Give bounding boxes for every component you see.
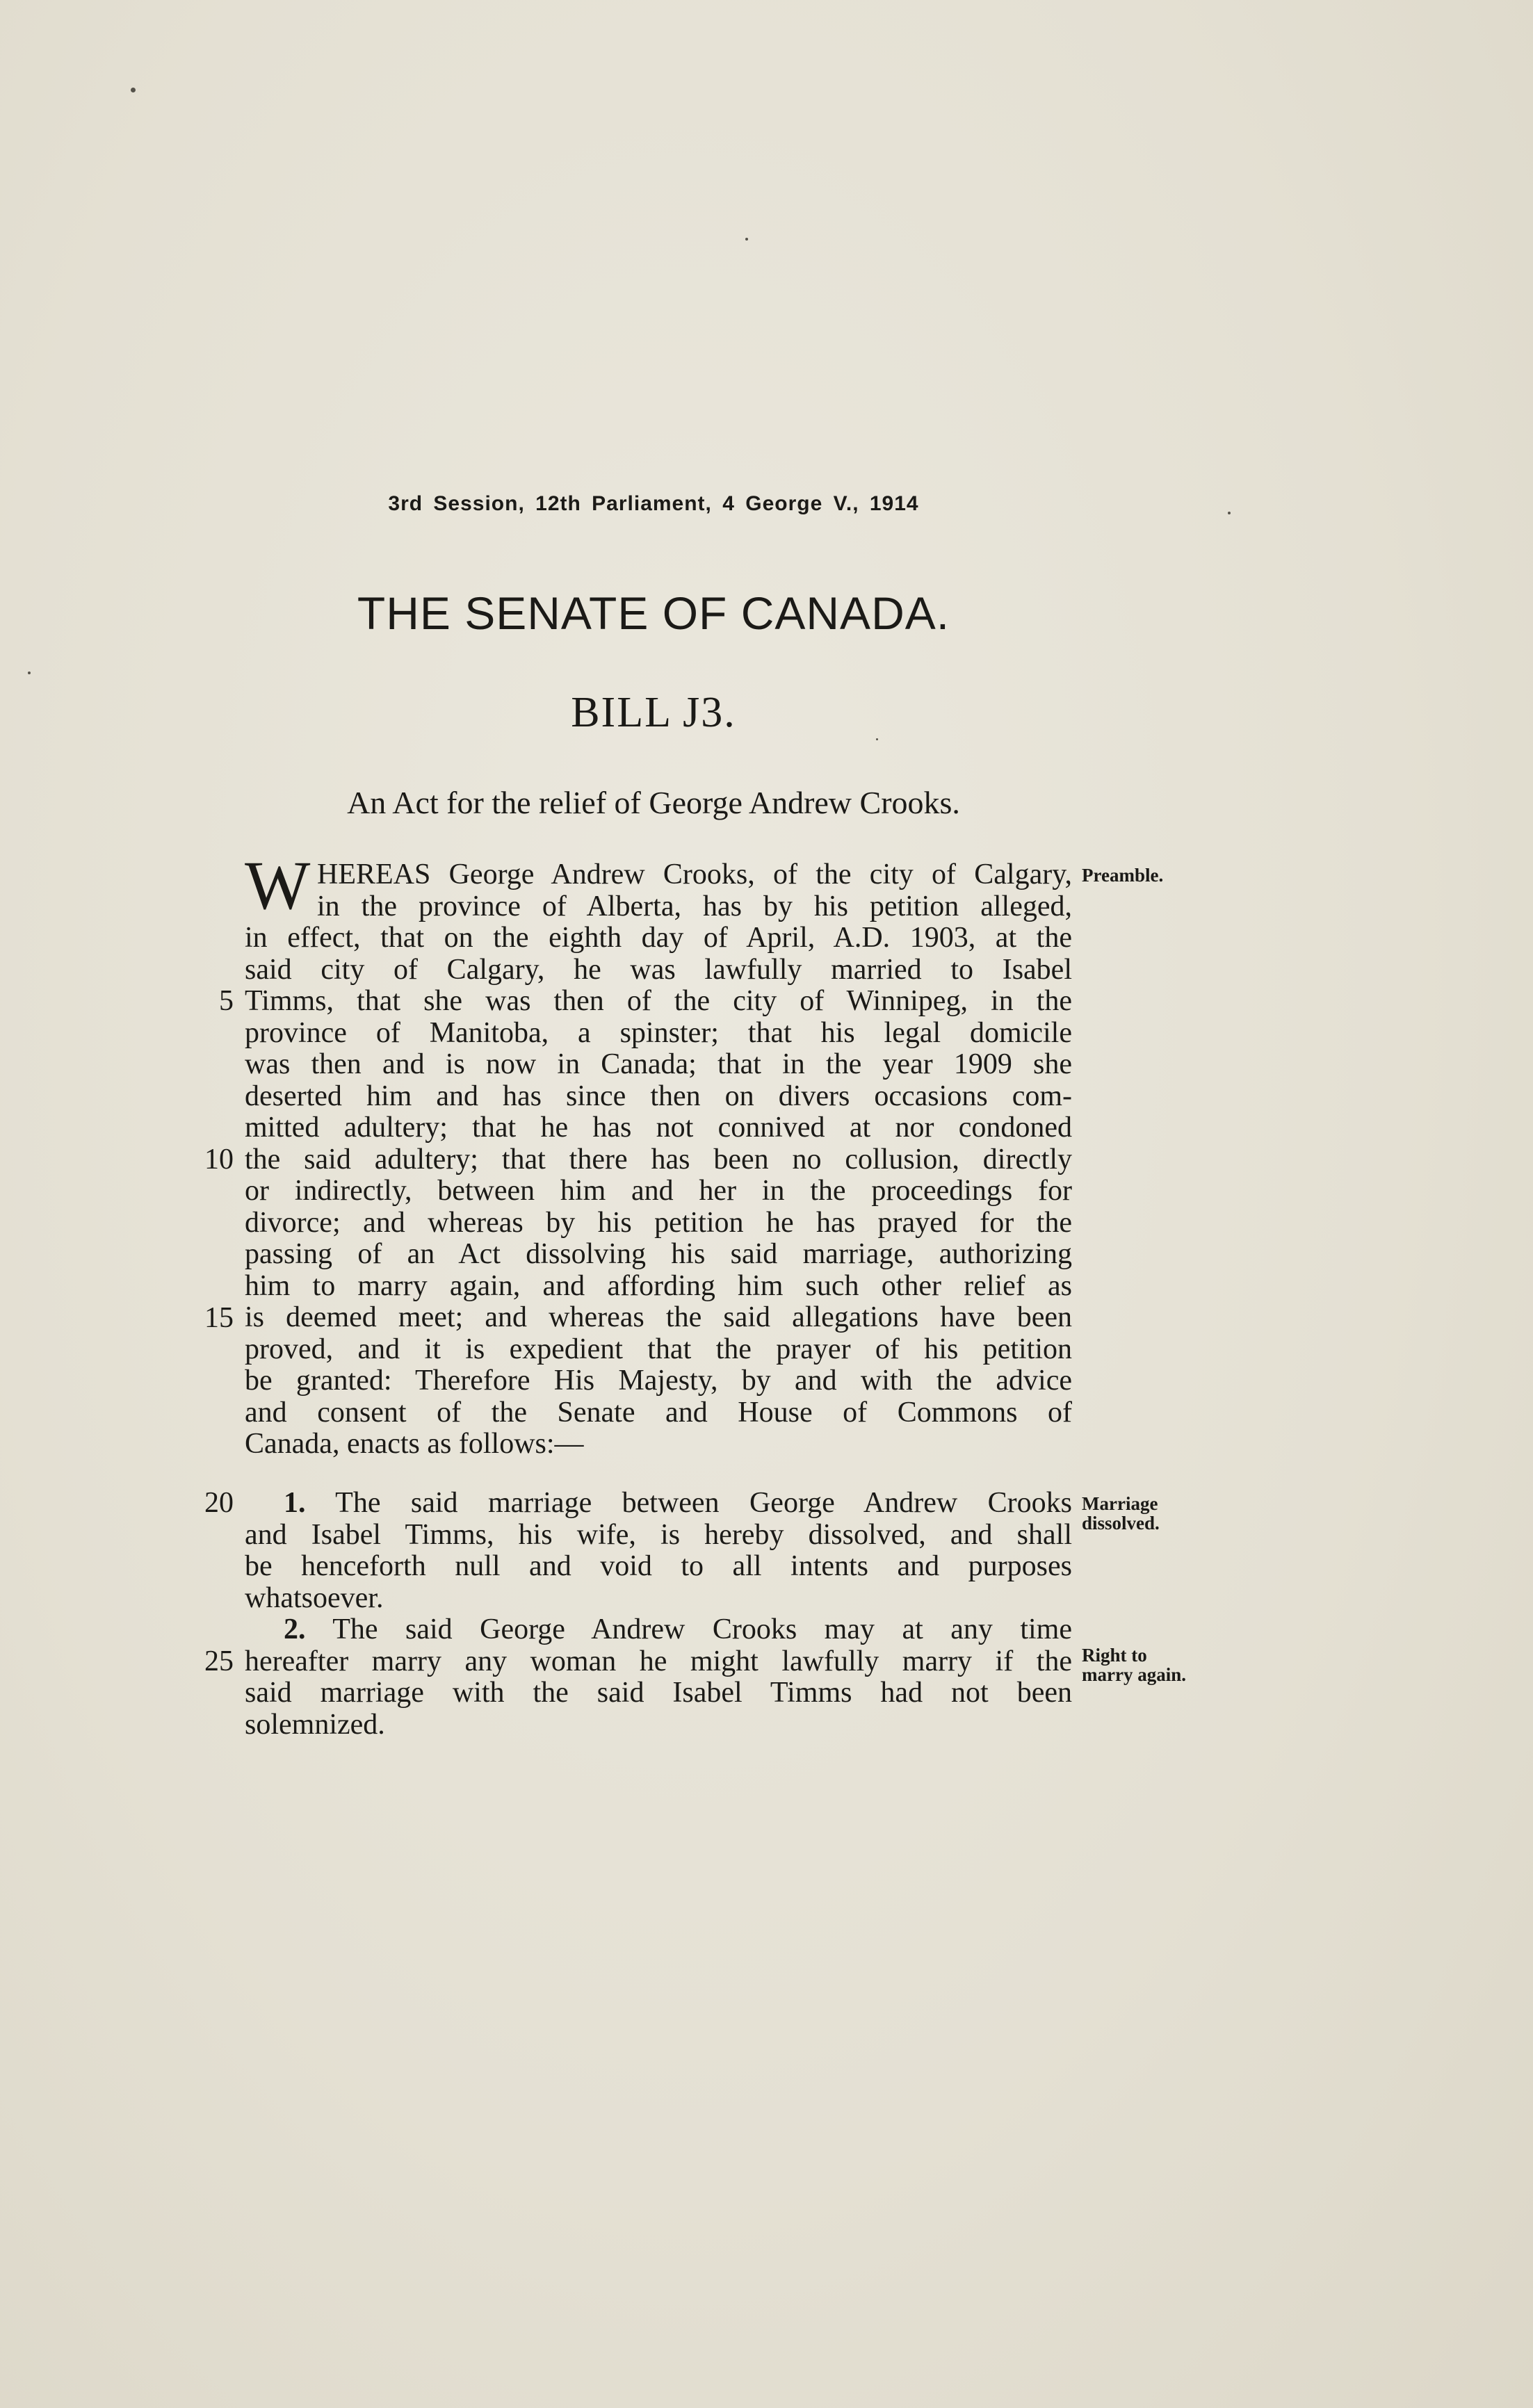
text-line: him to marry again, and affording him such other relief as: [245, 1269, 1072, 1302]
text-line: proved, and it is expedient that the prayer of his petition: [245, 1333, 1072, 1365]
margin-note-marriage: Marriage: [1082, 1493, 1158, 1514]
text-line: province of Manitoba, a spinster; that his legal domicile: [245, 1016, 1072, 1049]
paper-speck: [745, 238, 748, 241]
margin-note-marry-again: marry again.: [1082, 1664, 1186, 1685]
text-line: be granted: Therefore His Majesty, by and with the advice: [245, 1365, 1072, 1397]
text-line: passing of an Act dissolving his said marriage, authorizing: [245, 1238, 1072, 1270]
text-line: and consent of the Senate and House of Commons of: [245, 1396, 1072, 1429]
text-line: hereafter marry any woman he might lawfully marry if the: [245, 1645, 1072, 1677]
text-line: is deemed meet; and whereas the said allegations have been: [245, 1301, 1072, 1333]
text-line: mitted adultery; that he has not connived at nor condoned: [245, 1112, 1072, 1144]
bill-number: BILL J3.: [571, 689, 736, 736]
text-line: the said adultery; that there has been no collusion, directly: [245, 1143, 1072, 1175]
margin-note-dissolved: dissolved.: [1082, 1513, 1160, 1534]
text-line: said city of Calgary, he was lawfully married to Isabel: [245, 953, 1072, 986]
preamble-text: [245, 859, 1072, 1461]
line-number: 10: [204, 1144, 234, 1175]
drop-cap: W: [245, 847, 311, 924]
text-line: HEREAS George Andrew Crooks, of the city of Calgary,: [317, 859, 1072, 890]
text-line: Canada, enacts as follows:—: [245, 1428, 584, 1460]
line-number: 20: [204, 1487, 234, 1519]
section-1-text: [245, 1488, 1072, 1614]
text-line: and Isabel Timms, his wife, is hereby dissolved, and shall: [245, 1518, 1072, 1551]
margin-note-right-to: Right to: [1082, 1645, 1147, 1666]
text-line: solemnized.: [245, 1708, 385, 1741]
session-line: 3rd Session, 12th Parliament, 4 George V., 1914: [388, 492, 919, 515]
section-number: 2.: [284, 1613, 306, 1645]
text-line: deserted him and has since then on divers occasions com-: [245, 1080, 1072, 1112]
bill-title: An Act for the relief of George Andrew Crooks.: [347, 785, 960, 820]
section-2-text: [245, 1614, 1072, 1741]
text-line: [284, 1614, 1072, 1646]
text-line: whatsoever.: [245, 1581, 384, 1614]
text-line: or indirectly, between him and her in the proceedings for: [245, 1175, 1072, 1207]
line-number: 5: [219, 985, 234, 1017]
text-line: in the province of Alberta, has by his petition alleged,: [317, 890, 1072, 922]
line-number: 25: [204, 1645, 234, 1677]
text-line: in effect, that on the eighth day of April, A.D. 1903, at the: [245, 922, 1072, 954]
paper-speck: [876, 738, 878, 740]
paper-speck: [28, 672, 31, 674]
line-number: 15: [204, 1302, 234, 1334]
text-line: said marriage with the said Isabel Timms had not been: [245, 1677, 1072, 1709]
text-line: be henceforth null and void to all intents and purposes: [245, 1550, 1072, 1582]
text-line: Timms, that she was then of the city of Winnipeg, in the: [245, 985, 1072, 1017]
section-number: 1.: [284, 1487, 306, 1519]
margin-note-preamble: Preamble.: [1082, 865, 1164, 886]
text-line: divorce; and whereas by his petition he has prayed for the: [245, 1206, 1072, 1239]
house-heading: THE SENATE OF CANADA.: [357, 587, 950, 639]
text-line: was then and is now in Canada; that in the year 1909 she: [245, 1048, 1072, 1080]
text-line: [284, 1488, 1072, 1520]
paper-speck: [131, 88, 136, 92]
text-span: The said George Andrew Crooks may at any time: [332, 1613, 1072, 1645]
text-span: The said marriage between George Andrew Crooks: [335, 1487, 1072, 1519]
